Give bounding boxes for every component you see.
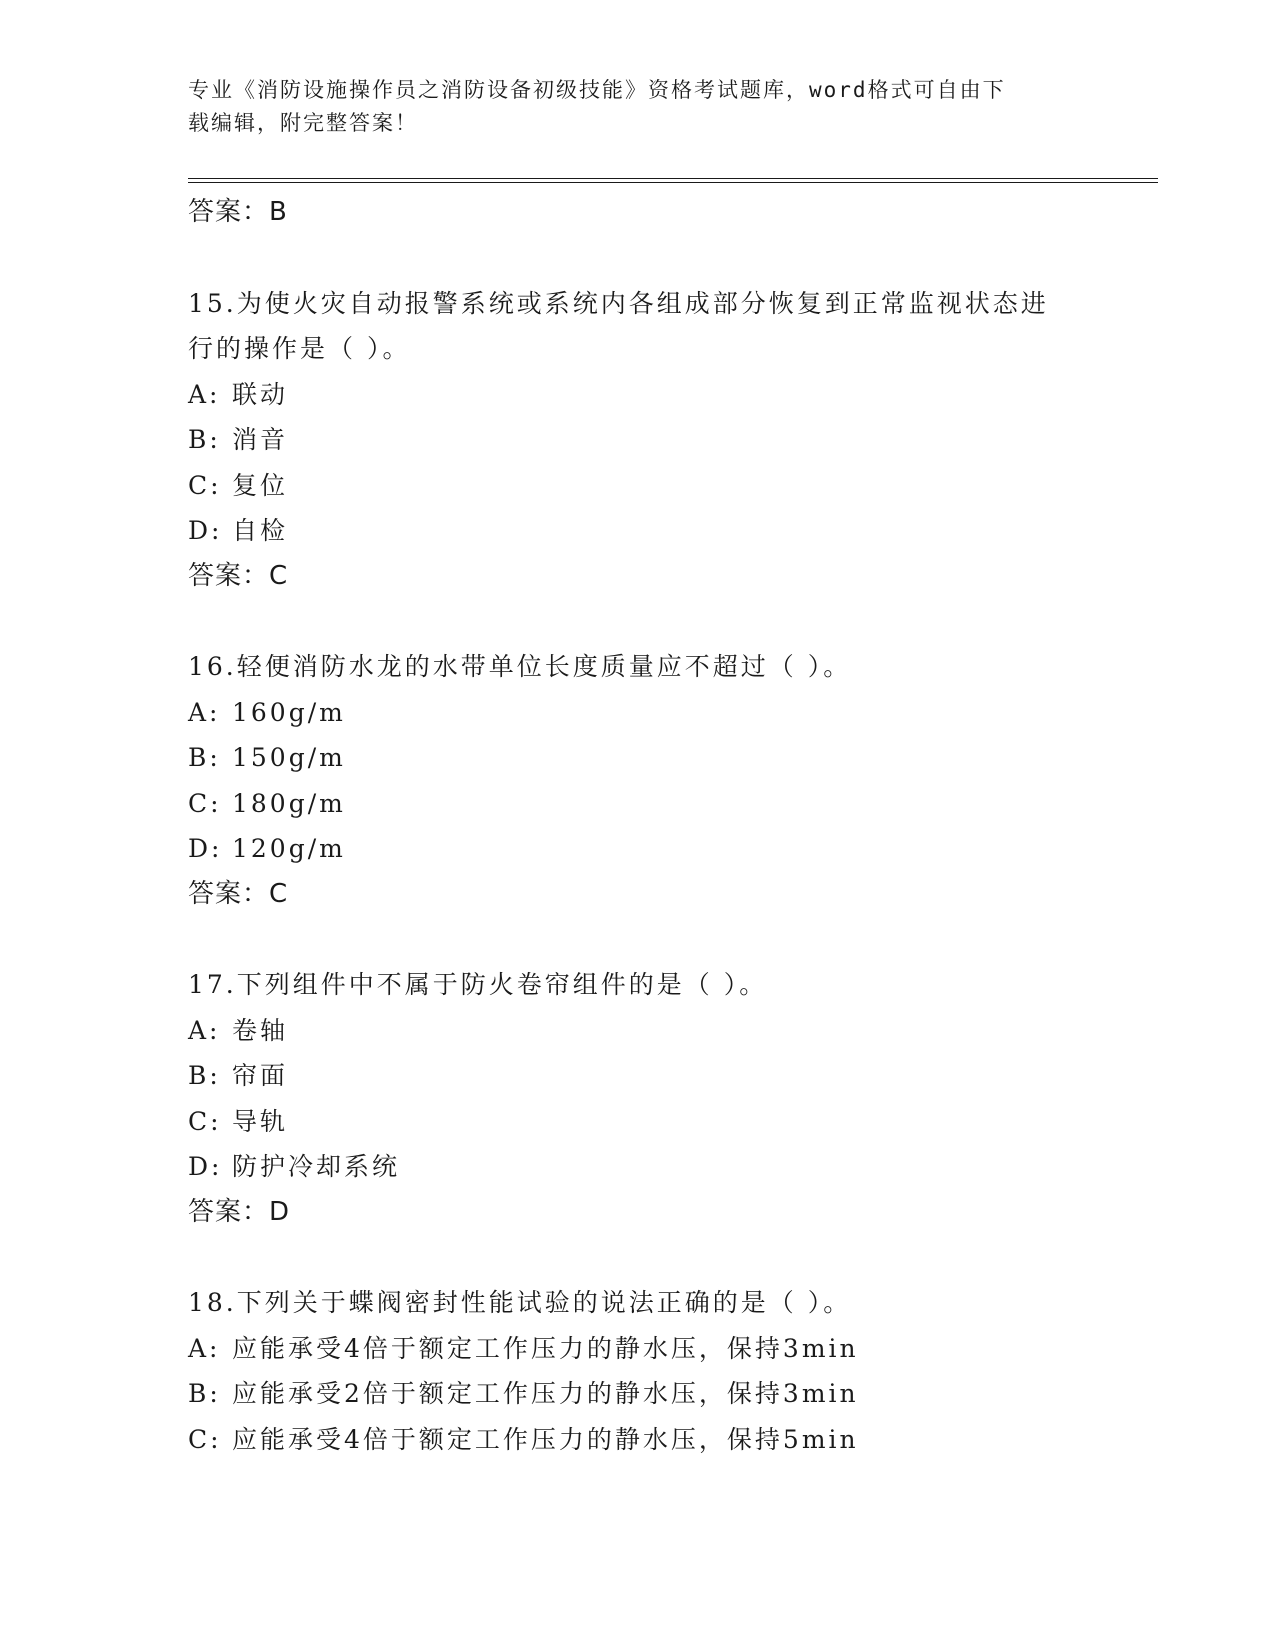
option-a <box>188 690 1108 736</box>
previous-answer: 答案：B <box>188 197 288 227</box>
option-text: 复位 <box>232 470 289 500</box>
option-label: C: <box>188 470 222 500</box>
question-stem: 18.下列关于蝶阀密封性能试验的说法正确的是（ ）。 <box>188 1288 852 1317</box>
spacer <box>188 236 1108 281</box>
option-d <box>188 1144 1108 1190</box>
question-stem: 16.轻便消防水龙的水带单位长度质量应不超过（ ）。 <box>188 652 852 681</box>
option-text: 卷轴 <box>232 1015 289 1045</box>
option-text: 自检 <box>232 516 289 545</box>
spacer <box>188 599 1108 644</box>
option-b <box>188 1053 1108 1099</box>
option-text: 应能承受4倍于额定工作压力的静水压，保持5min <box>232 1424 859 1454</box>
option-label: A: <box>188 697 221 727</box>
option-text: 应能承受2倍于额定工作压力的静水压，保持3min <box>232 1379 859 1408</box>
option-text: 180g/m <box>232 788 346 818</box>
spacer <box>188 917 1108 962</box>
spacer <box>188 1235 1108 1280</box>
option-label: D: <box>188 834 223 863</box>
option-text: 150g/m <box>232 743 346 772</box>
option-text: 120g/m <box>232 834 346 863</box>
question-16 <box>188 644 1108 917</box>
option-a <box>188 372 1108 418</box>
option-b <box>188 417 1108 463</box>
option-text: 160g/m <box>232 697 346 727</box>
option-label: B: <box>188 1379 221 1408</box>
option-b <box>188 1371 1108 1417</box>
option-text: 帘面 <box>232 1061 289 1090</box>
question-stem: 行的操作是（ ）。 <box>188 334 411 363</box>
page-header <box>188 74 1088 140</box>
option-label: B: <box>188 1061 221 1090</box>
option-a <box>188 1008 1108 1054</box>
option-label: A: <box>188 1333 221 1363</box>
header-line-1: 专业《消防设施操作员之消防设备初级技能》资格考试题库，word格式可自由下 <box>188 78 1006 102</box>
option-b <box>188 735 1108 781</box>
option-c <box>188 463 1108 509</box>
answer: 答案：C <box>188 878 289 909</box>
option-c <box>188 1099 1108 1145</box>
option-text: 应能承受4倍于额定工作压力的静水压，保持3min <box>232 1333 859 1363</box>
option-a <box>188 1326 1108 1372</box>
option-text: 联动 <box>232 379 289 409</box>
option-text: 防护冷却系统 <box>232 1152 401 1181</box>
question-15 <box>188 281 1108 600</box>
option-label: D: <box>188 1152 223 1181</box>
option-label: B: <box>188 425 221 454</box>
question-stem: 17.下列组件中不属于防火卷帘组件的是（ ）。 <box>188 970 768 999</box>
option-label: B: <box>188 743 221 772</box>
header-rule-top <box>188 178 1158 179</box>
question-17 <box>188 962 1108 1235</box>
question-stem: 15.为使火灾自动报警系统或系统内各组成部分恢复到正常监视状态进 <box>188 288 1049 318</box>
option-label: C: <box>188 1106 222 1136</box>
option-label: C: <box>188 788 222 818</box>
header-rule-bottom <box>188 182 1158 183</box>
answer: 答案：C <box>188 560 289 591</box>
option-label: A: <box>188 379 221 409</box>
question-list <box>188 190 1108 1462</box>
question-18 <box>188 1280 1108 1462</box>
option-label: D: <box>188 516 223 545</box>
option-text: 导轨 <box>232 1106 289 1136</box>
option-c <box>188 781 1108 827</box>
option-d <box>188 508 1108 554</box>
option-text: 消音 <box>232 425 289 454</box>
option-c <box>188 1417 1108 1463</box>
option-label: C: <box>188 1424 222 1454</box>
header-line-2: 载编辑，附完整答案！ <box>188 111 418 135</box>
option-d <box>188 826 1108 872</box>
answer: 答案：D <box>188 1196 291 1227</box>
option-label: A: <box>188 1015 221 1045</box>
